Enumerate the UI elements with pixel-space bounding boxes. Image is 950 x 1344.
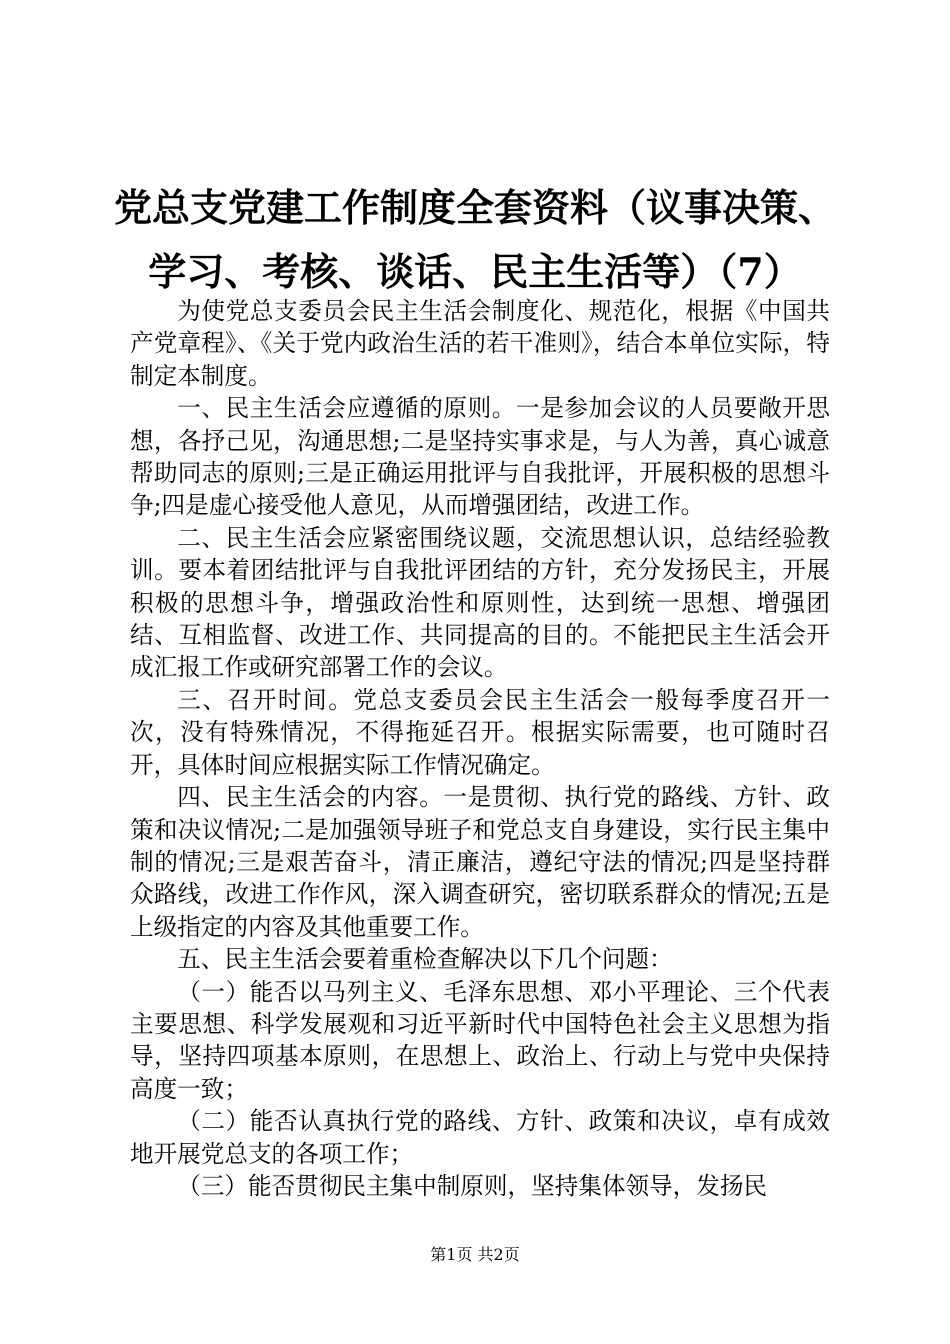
paragraph-section-1: 一、民主生活会应遵循的原则。一是参加会议的人员要敞开思想，各抒己见，沟通思想;二是坚持实事求是，与人为善，真心诚意帮助同志的原则;三是正确运用批评与自我批评，开展积极的思想斗争;四是虚心接受他人意见，从而增强团结，改进工作。 [130, 394, 830, 520]
paragraph-section-2: 二、民主生活会应紧密围绕议题，交流思想认识，总结经验教训。要本着团结批评与自我批评团结的方针，充分发扬民主，开展积极的思想斗争，增强政治性和原则性，达到统一思想、增强团结、互相监督、改进工作、共同提高的目的。不能把民主生活会开成汇报工作或研究部署工作的会议。 [130, 523, 830, 682]
paragraph-intro: 为使党总支委员会民主生活会制度化、规范化，根据《中国共产党章程》、《关于党内政治生活的若干准则》，结合本单位实际，特制定本制度。 [130, 297, 830, 390]
page-footer: 第1页 共2页 [430, 1245, 520, 1264]
paragraph-item-2: （二）能否认真执行党的路线、方针、政策和决议，卓有成效地开展党总支的各项工作； [130, 1107, 830, 1168]
document-title: 党总支党建工作制度全套资料（议事决策、学习、考核、谈话、民主生活等）（7） [113, 185, 836, 294]
paragraph-item-1: （一）能否以马列主义、毛泽东思想、邓小平理论、三个代表主要思想、科学发展观和习近平新时代中国特色社会主义思想为指导，坚持四项基本原则，在思想上、政治上、行动上与党中央保持高度一致； [130, 977, 830, 1103]
paragraph-item-3: （三）能否贯彻民主集中制原则，坚持集体领导，发扬民 [177, 1171, 768, 1200]
paragraph-section-4: 四、民主生活会的内容。一是贯彻、执行党的路线、方针、政策和决议情况;二是加强领导班子和党总支自身建设，实行民主集中制的情况;三是艰苦奋斗，清正廉洁，遵纪守法的情况;四是坚持群众路线，改进工作作风，深入调查研究，密切联系群众的情况;五是上级指定的内容及其他重要工作。 [130, 783, 830, 941]
paragraph-section-5: 五、民主生活会要着重检查解决以下几个问题： [177, 945, 673, 974]
paragraph-section-3: 三、召开时间。党总支委员会民主生活会一般每季度召开一次，没有特殊情况，不得拖延召开。根据实际需要，也可随时召开，具体时间应根据实际工作情况确定。 [130, 685, 830, 779]
document-body [130, 295, 830, 1202]
